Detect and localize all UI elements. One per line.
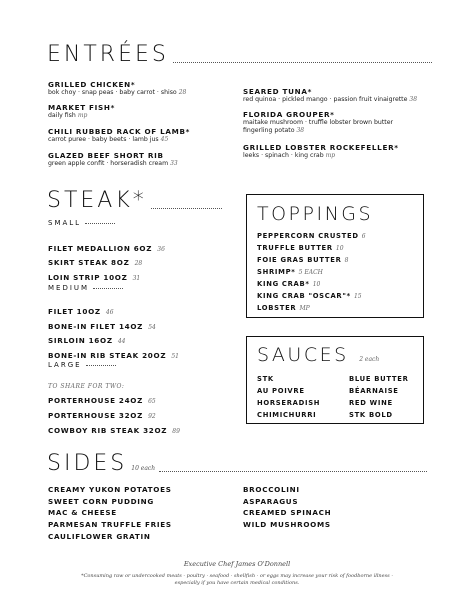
- side-item: PARMESAN TRUFFLE FRIES: [48, 520, 172, 529]
- steak-leader: [151, 208, 222, 209]
- entree-name: MARKET FISH*: [48, 103, 116, 112]
- side-item: WILD MUSHROOMS: [243, 520, 331, 529]
- steak-header: [47, 190, 222, 212]
- steak-item: [48, 265, 140, 285]
- steak-price: 51: [171, 353, 179, 360]
- entree-price: 38: [296, 126, 305, 134]
- entree-desc: maitake mushroom · truffle lobster brown butter: [243, 119, 394, 126]
- entree-desc: carrot puree · baby beets · lamb jus: [48, 136, 159, 143]
- entree-price: mp: [77, 112, 88, 119]
- steak-name: FILET MEDALLION 6OZ: [48, 244, 153, 253]
- toppings-title: TOPPINGS: [257, 203, 374, 225]
- topping-item: PEPPERCORN CRUSTED 6: [257, 232, 366, 240]
- steak-name: LOIN STRIP 10OZ: [48, 273, 128, 282]
- entrees-header: [47, 44, 432, 66]
- topping-price: MP: [299, 305, 310, 312]
- side-item: MAC & CHEESE: [48, 508, 117, 517]
- sauce-item: HORSERADISH: [257, 399, 321, 407]
- topping-price: 6: [361, 233, 366, 240]
- topping-item: FOIE GRAS BUTTER 8: [257, 256, 349, 264]
- steak-price: 46: [105, 309, 114, 316]
- entrees-leader: [173, 62, 432, 63]
- steak-medium-header: [48, 284, 123, 292]
- sides-header: [47, 453, 427, 475]
- entree-desc-line2: fingerling potato: [243, 126, 295, 134]
- sauces-price: 2 each: [359, 356, 380, 363]
- entrees-title: ENTRÉES: [47, 42, 169, 67]
- steak-name: PORTERHOUSE 24OZ: [48, 396, 144, 405]
- steak-name: FILET 10OZ: [48, 307, 101, 316]
- steak-name: PORTERHOUSE 32OZ: [48, 411, 144, 420]
- entree-name: SEARED TUNA*: [243, 87, 313, 96]
- sauce-item: STK BOLD: [349, 411, 393, 419]
- entree-name: GLAZED BEEF SHORT RIB: [48, 151, 164, 160]
- entree-price: 33: [170, 160, 178, 167]
- steak-price: 28: [134, 260, 143, 267]
- steak-title: STEAK*: [47, 188, 147, 213]
- entree-item: [48, 127, 190, 144]
- sides-price: 10 each: [131, 465, 156, 472]
- side-item: BROCCOLINI: [243, 485, 300, 494]
- entree-desc: red quinoa · pickled mango · passion fruit vinaigrette: [243, 96, 408, 103]
- steak-name: COWBOY RIB STEAK 32OZ: [48, 426, 168, 435]
- steak-price: 65: [148, 398, 156, 405]
- entree-desc: daily fish: [48, 112, 76, 119]
- steak-large-header: [48, 361, 116, 369]
- entree-name: GRILLED LOBSTER ROCKEFELLER*: [243, 143, 399, 152]
- entree-desc: green apple confit · horseradish cream: [48, 160, 169, 167]
- side-item: ASPARAGUS: [243, 497, 299, 506]
- sauce-item: CHIMICHURRI: [257, 411, 317, 419]
- steak-name: BONE-IN RIB STEAK 20OZ: [48, 351, 167, 360]
- steak-small-label: SMALL: [48, 219, 82, 227]
- sauces-box: [246, 336, 424, 424]
- sides-title: SIDES: [47, 451, 128, 476]
- steak-medium-label: MEDIUM: [48, 284, 90, 292]
- sauce-item: STK: [257, 375, 274, 383]
- steak-name: BONE-IN FILET 14OZ: [48, 322, 144, 331]
- entree-price: 28: [178, 89, 187, 96]
- topping-item: KING CRAB* 10: [257, 280, 321, 288]
- entree-item: [48, 80, 186, 97]
- steak-price: 44: [117, 338, 126, 345]
- steak-small-header: [48, 219, 115, 227]
- topping-price: 5 EACH: [298, 269, 323, 276]
- entree-price: 45: [160, 136, 169, 143]
- entree-item: [243, 143, 399, 160]
- steak-price: 36: [157, 246, 165, 253]
- sauce-item: BLUE BUTTER: [349, 375, 409, 383]
- topping-item: LOBSTER MP: [257, 304, 310, 312]
- sauce-item: BÉARNAISE: [349, 387, 399, 395]
- toppings-box: [246, 194, 424, 318]
- entree-name: FLORIDA GROUPER*: [243, 110, 335, 119]
- steak-price: 89: [172, 428, 180, 435]
- topping-price: 15: [353, 293, 362, 300]
- entree-item: [243, 87, 417, 104]
- topping-price: 10: [312, 281, 321, 288]
- disclaimer-line1: *Consuming raw or undercooked meats · poultry · seafood · shellfish · or eggs may increase your risk of foodborne illness ·: [81, 573, 393, 579]
- entree-desc: bok choy · snap peas · baby carrot · shiso: [48, 89, 177, 96]
- sauce-item: AU POIVRE: [257, 387, 305, 395]
- topping-item: TRUFFLE BUTTER 10: [257, 244, 344, 252]
- entree-item: [48, 103, 115, 120]
- sauce-item: RED WINE: [349, 399, 393, 407]
- steak-price: 92: [148, 413, 156, 420]
- sauces-title: SAUCES: [257, 344, 349, 366]
- steak-price: 54: [148, 324, 156, 331]
- side-item: CREAMY YUKON POTATOES: [48, 485, 172, 494]
- entree-item: [48, 151, 178, 168]
- disclaimer-line2: especially if you have certain medical conditions.: [174, 580, 300, 586]
- steak-item: [48, 343, 179, 363]
- steak-large-label: LARGE: [48, 361, 82, 369]
- entree-desc: leeks · spinach · king crab: [243, 152, 324, 159]
- topping-price: 8: [344, 257, 349, 264]
- side-item: CAULIFLOWER GRATIN: [48, 532, 151, 541]
- side-item: SWEET CORN PUDDING: [48, 497, 154, 506]
- entree-name: GRILLED CHICKEN*: [48, 80, 136, 89]
- chef-credit: Executive Chef James O'Donnell: [183, 560, 291, 568]
- entree-price: mp: [325, 152, 336, 159]
- steak-item: [48, 418, 180, 438]
- side-item: CREAMED SPINACH: [243, 508, 332, 517]
- entree-name: CHILI RUBBED RACK OF LAMB*: [48, 127, 191, 136]
- entree-item: [243, 110, 393, 135]
- topping-price: 10: [335, 245, 344, 252]
- steak-name: SKIRT STEAK 8OZ: [48, 258, 130, 267]
- topping-item: KING CRAB "OSCAR"* 15: [257, 292, 362, 300]
- steak-price: 31: [132, 275, 141, 282]
- topping-item: SHRIMP* 5 EACH: [257, 268, 323, 276]
- sides-leader: [159, 471, 427, 472]
- entree-price: 38: [409, 96, 418, 103]
- steak-share-note: TO SHARE FOR TWO:: [48, 383, 125, 390]
- steak-name: SIRLOIN 16OZ: [48, 336, 113, 345]
